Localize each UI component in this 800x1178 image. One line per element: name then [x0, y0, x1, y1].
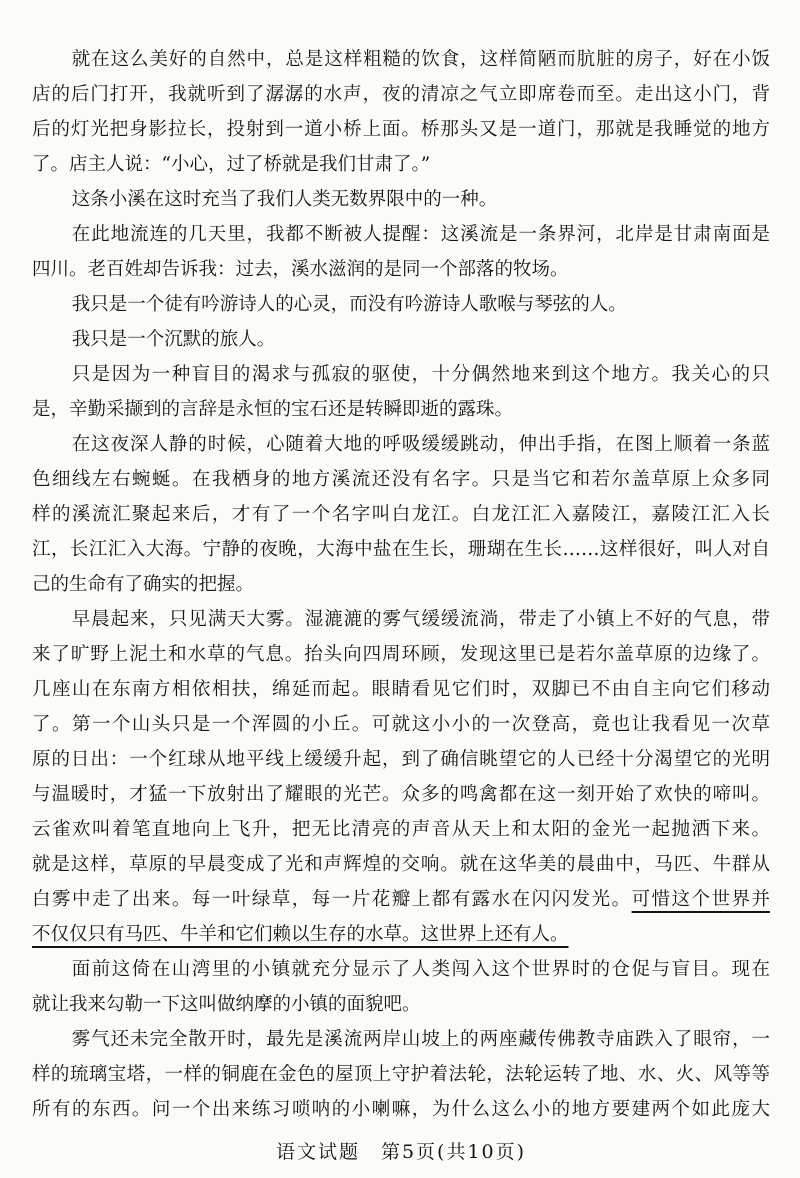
- text-line: [32, 532, 770, 567]
- text-line: [32, 987, 770, 1022]
- text-line: [32, 567, 770, 602]
- text-segment: 来了旷野上泥土和水草的气息。抬头向四周环顾，发现这里已是若尔盖草原的边缘了。: [32, 644, 770, 665]
- text-segment: 雾气还未完全散开时，最先是溪流两岸山坡上的两座藏传佛教寺庙跌入了眼帘，一: [71, 1029, 770, 1050]
- text-line: [32, 812, 770, 847]
- text-line: [32, 847, 770, 882]
- text-line: [32, 287, 770, 322]
- text-segment: 与温暖时，才猛一下放射出了耀眼的光芒。众多的鸣禽都在这一刻开始了欢快的啼叫。: [32, 784, 770, 805]
- text-segment: 几座山在东南方相依相扶，绵延而起。眼睛看见它们时，双脚已不由自主向它们移动: [32, 679, 770, 700]
- text-line: [32, 182, 770, 217]
- text-line: [32, 602, 770, 637]
- text-line: [32, 147, 770, 182]
- text-line: [32, 707, 770, 742]
- text-segment: 我只是一个徒有吟游诗人的心灵，而没有吟游诗人歌喉与琴弦的人。: [71, 294, 627, 315]
- text-segment: 就是这样，草原的早晨变成了光和声辉煌的交响。就在这华美的晨曲中，马匹、牛群从: [32, 854, 770, 875]
- text-segment: 所有的东西。问一个出来练习唢呐的小喇嘛，为什么这么小的地方要建两个如此庞大: [32, 1099, 770, 1120]
- text-line: [32, 462, 770, 497]
- paragraph: [32, 427, 770, 602]
- text-line: [32, 252, 770, 287]
- paragraph: [32, 357, 770, 427]
- text-segment: 色细线左右蜿蜒。在我栖身的地方溪流还没有名字。只是当它和若尔盖草原上众多同: [32, 469, 770, 490]
- text-segment: 是，辛勤采撷到的言辞是永恒的宝石还是转瞬即逝的露珠。: [32, 399, 514, 420]
- paragraph: [32, 602, 770, 952]
- paragraph: [32, 182, 770, 217]
- text-line: [32, 777, 770, 812]
- underlined-text: 可惜这个世界并: [631, 889, 770, 910]
- paragraph: [32, 1022, 770, 1127]
- text-line: [32, 742, 770, 777]
- paragraph: [32, 952, 770, 1022]
- text-segment: 云雀欢叫着笔直地向上飞升，把无比清亮的声音从天上和太阳的金光一起抛洒下来。: [32, 819, 770, 840]
- text-line: [32, 952, 770, 987]
- paragraph: [32, 217, 770, 287]
- document-body: [32, 42, 770, 1127]
- text-segment: 了。第一个山头只是一个浑圆的小丘。可就这小小的一次登高，竟也让我看见一次草: [32, 714, 770, 735]
- text-segment: 在这夜深人静的时候，心随着大地的呼吸缓缓跳动，伸出手指，在图上顺着一条蓝: [71, 434, 770, 455]
- text-segment: 店的后门打开，我就听到了潺潺的水声，夜的清凉之气立即席卷而至。走出这小门，背: [32, 84, 770, 105]
- text-line: [32, 217, 770, 252]
- paragraph: [32, 322, 770, 357]
- text-segment: 样的溪流汇聚起来后，才有了一个名字叫白龙江。白龙江汇入嘉陵江，嘉陵江汇入长: [32, 504, 770, 525]
- text-line: [32, 427, 770, 462]
- text-segment: 在此地流连的几天里，我都不断被人提醒：这溪流是一条界河，北岸是甘肃南面是: [71, 224, 770, 245]
- text-segment: 只是因为一种盲目的渴求与孤寂的驱使，十分偶然地来到这个地方。我关心的只: [71, 364, 770, 385]
- text-line: [32, 917, 770, 952]
- text-segment: 就让我来勾勒一下这叫做纳摩的小镇的面貌吧。: [32, 994, 421, 1015]
- text-line: [32, 637, 770, 672]
- text-segment: 四川。老百姓却告诉我：过去，溪水滋润的是同一个部落的牧场。: [32, 259, 569, 280]
- text-line: [32, 1057, 770, 1092]
- text-segment: 这条小溪在这时充当了我们人类无数界限中的一种。: [71, 189, 498, 210]
- page-footer: 语文试题 第5页(共10页): [275, 1141, 527, 1163]
- text-line: [32, 112, 770, 147]
- text-line: [32, 1092, 770, 1127]
- text-segment: 面前这倚在山湾里的小镇就充分显示了人类闯入这个世界时的仓促与盲目。现在: [71, 959, 770, 980]
- text-line: [32, 322, 770, 357]
- text-segment: 早晨起来，只见满天大雾。湿漉漉的雾气缓缓流淌，带走了小镇上不好的气息，带: [71, 609, 770, 630]
- underlined-text: 不仅仅只有马匹、牛羊和它们赖以生存的水草。这世界上还有人。: [32, 924, 569, 945]
- text-segment: 样的琉璃宝塔，一样的铜鹿在金色的屋顶上守护着法轮，法轮运转了地、水、火、风等等: [32, 1064, 770, 1085]
- text-segment: 了。店主人说：“小心，过了桥就是我们甘肃了。”: [32, 154, 431, 175]
- text-line: [32, 392, 770, 427]
- text-segment: 江，长江汇入大海。宁静的夜晚，大海中盐在生长，珊瑚在生长……这样很好，叫人对自: [32, 539, 770, 560]
- text-line: [32, 672, 770, 707]
- text-line: [32, 1022, 770, 1057]
- text-line: [32, 357, 770, 392]
- text-segment: 己的生命有了确实的把握。: [32, 574, 255, 595]
- text-segment: 白雾中走了出来。每一叶绿草，每一片花瓣上都有露水在闪闪发光。: [32, 889, 632, 910]
- text-line: [32, 77, 770, 112]
- text-segment: 原的日出：一个红球从地平线上缓缓升起，到了确信眺望它的人已经十分渴望它的光明: [32, 749, 770, 770]
- text-segment: 就在这么美好的自然中，总是这样粗糙的饮食，这样简陋而肮脏的房子，好在小饭: [71, 49, 770, 70]
- text-segment: 后的灯光把身影拉长，投射到一道小桥上面。桥那头又是一道门，那就是我睡觉的地方: [32, 119, 770, 140]
- text-line: [32, 42, 770, 77]
- text-line: [32, 497, 770, 532]
- text-segment: 我只是一个沉默的旅人。: [71, 329, 276, 350]
- paragraph: [32, 42, 770, 182]
- paragraph: [32, 287, 770, 322]
- text-line: [32, 882, 770, 917]
